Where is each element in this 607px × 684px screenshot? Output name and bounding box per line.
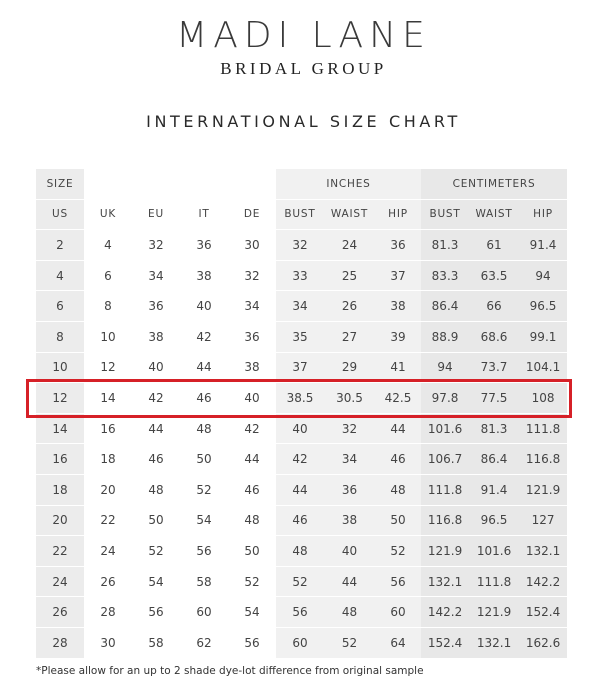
cell-eu: 52 xyxy=(132,536,180,567)
cell-waist-in: 32 xyxy=(324,414,375,445)
cell-us: 4 xyxy=(36,261,84,292)
cell-us: 12 xyxy=(36,383,84,414)
cell-hip-in: 64 xyxy=(375,628,421,659)
cell-uk: 18 xyxy=(84,444,132,475)
cell-eu: 32 xyxy=(132,230,180,261)
cell-waist-in: 26 xyxy=(324,291,375,322)
cell-waist-in: 24 xyxy=(324,230,375,261)
cell-hip-in: 44 xyxy=(375,414,421,445)
cell-hip-in: 50 xyxy=(375,506,421,537)
cell-us: 8 xyxy=(36,322,84,353)
cell-waist-cm: 63.5 xyxy=(469,261,519,292)
brand-logo-subtitle: BRIDAL GROUP xyxy=(220,59,387,78)
cell-eu: 46 xyxy=(132,444,180,475)
cell-uk: 8 xyxy=(84,291,132,322)
cell-de: 42 xyxy=(228,414,276,445)
cell-us: 26 xyxy=(36,597,84,628)
cell-hip-cm: 152.4 xyxy=(519,597,567,628)
cell-eu: 48 xyxy=(132,475,180,506)
table-row xyxy=(36,383,567,414)
cell-de: 52 xyxy=(228,567,276,598)
cell-waist-in: 48 xyxy=(324,597,375,628)
cell-bust-in: 46 xyxy=(276,506,324,537)
cell-us: 10 xyxy=(36,353,84,384)
cell-it: 52 xyxy=(180,475,228,506)
cell-eu: 56 xyxy=(132,597,180,628)
cell-eu: 58 xyxy=(132,628,180,659)
cell-waist-in: 25 xyxy=(324,261,375,292)
cell-hip-cm: 99.1 xyxy=(519,322,567,353)
footnote: *Please allow for an up to 2 shade dye-lot difference from original sample xyxy=(36,665,424,677)
cell-waist-cm: 91.4 xyxy=(469,475,519,506)
cell-waist-in: 44 xyxy=(324,567,375,598)
cell-bust-in: 60 xyxy=(276,628,324,659)
cell-eu: 38 xyxy=(132,322,180,353)
cell-hip-in: 38 xyxy=(375,291,421,322)
cell-eu: 54 xyxy=(132,567,180,598)
column-header-us: US xyxy=(36,200,84,231)
cell-hip-cm: 142.2 xyxy=(519,567,567,598)
cell-eu: 36 xyxy=(132,291,180,322)
size-group-header: SIZE xyxy=(36,169,84,200)
cell-bust-cm: 83.3 xyxy=(421,261,469,292)
table-row xyxy=(36,261,567,292)
cell-hip-cm: 121.9 xyxy=(519,475,567,506)
cell-bust-cm: 88.9 xyxy=(421,322,469,353)
cell-waist-cm: 61 xyxy=(469,230,519,261)
cell-hip-cm: 116.8 xyxy=(519,444,567,475)
column-header-hip-in: HIP xyxy=(375,200,421,231)
cell-bust-in: 56 xyxy=(276,597,324,628)
cell-uk: 26 xyxy=(84,567,132,598)
cell-waist-in: 52 xyxy=(324,628,375,659)
centimeters-group-header: CENTIMETERS xyxy=(421,169,567,200)
cell-uk: 16 xyxy=(84,414,132,445)
column-header-waist-in: WAIST xyxy=(324,200,375,231)
cell-hip-in: 36 xyxy=(375,230,421,261)
cell-hip-cm: 127 xyxy=(519,506,567,537)
cell-us: 6 xyxy=(36,291,84,322)
cell-waist-cm: 101.6 xyxy=(469,536,519,567)
cell-de: 40 xyxy=(228,383,276,414)
cell-bust-cm: 106.7 xyxy=(421,444,469,475)
cell-it: 40 xyxy=(180,291,228,322)
cell-bust-in: 32 xyxy=(276,230,324,261)
size-table xyxy=(36,169,567,659)
cell-de: 48 xyxy=(228,506,276,537)
cell-bust-cm: 142.2 xyxy=(421,597,469,628)
group-header-row xyxy=(36,169,567,200)
cell-uk: 12 xyxy=(84,353,132,384)
cell-us: 18 xyxy=(36,475,84,506)
cell-waist-cm: 73.7 xyxy=(469,353,519,384)
cell-de: 32 xyxy=(228,261,276,292)
table-row xyxy=(36,291,567,322)
column-header-de: DE xyxy=(228,200,276,231)
column-header-bust-cm: BUST xyxy=(421,200,469,231)
cell-it: 38 xyxy=(180,261,228,292)
cell-waist-cm: 132.1 xyxy=(469,628,519,659)
cell-bust-cm: 152.4 xyxy=(421,628,469,659)
cell-eu: 34 xyxy=(132,261,180,292)
cell-uk: 28 xyxy=(84,597,132,628)
cell-it: 54 xyxy=(180,506,228,537)
table-row xyxy=(36,444,567,475)
cell-eu: 44 xyxy=(132,414,180,445)
cell-waist-in: 40 xyxy=(324,536,375,567)
cell-uk: 10 xyxy=(84,322,132,353)
table-row xyxy=(36,536,567,567)
cell-hip-cm: 132.1 xyxy=(519,536,567,567)
cell-bust-in: 44 xyxy=(276,475,324,506)
cell-uk: 24 xyxy=(84,536,132,567)
table-row xyxy=(36,414,567,445)
cell-bust-cm: 132.1 xyxy=(421,567,469,598)
cell-waist-in: 30.5 xyxy=(324,383,375,414)
table-row xyxy=(36,322,567,353)
cell-bust-in: 35 xyxy=(276,322,324,353)
cell-waist-cm: 96.5 xyxy=(469,506,519,537)
cell-waist-cm: 86.4 xyxy=(469,444,519,475)
cell-us: 22 xyxy=(36,536,84,567)
cell-bust-in: 33 xyxy=(276,261,324,292)
cell-it: 56 xyxy=(180,536,228,567)
column-header-bust-in: BUST xyxy=(276,200,324,231)
cell-it: 50 xyxy=(180,444,228,475)
cell-us: 2 xyxy=(36,230,84,261)
cell-waist-cm: 121.9 xyxy=(469,597,519,628)
cell-de: 34 xyxy=(228,291,276,322)
cell-it: 46 xyxy=(180,383,228,414)
cell-it: 60 xyxy=(180,597,228,628)
column-header-row xyxy=(36,200,567,231)
table-row xyxy=(36,628,567,659)
cell-eu: 40 xyxy=(132,353,180,384)
column-header-waist-cm: WAIST xyxy=(469,200,519,231)
cell-bust-cm: 86.4 xyxy=(421,291,469,322)
cell-hip-cm: 94 xyxy=(519,261,567,292)
cell-uk: 6 xyxy=(84,261,132,292)
table-row xyxy=(36,475,567,506)
cell-bust-in: 38.5 xyxy=(276,383,324,414)
cell-hip-in: 48 xyxy=(375,475,421,506)
cell-eu: 50 xyxy=(132,506,180,537)
cell-bust-cm: 101.6 xyxy=(421,414,469,445)
cell-bust-cm: 116.8 xyxy=(421,506,469,537)
cell-hip-in: 56 xyxy=(375,567,421,598)
cell-uk: 4 xyxy=(84,230,132,261)
cell-us: 28 xyxy=(36,628,84,659)
cell-us: 14 xyxy=(36,414,84,445)
cell-uk: 20 xyxy=(84,475,132,506)
cell-bust-in: 34 xyxy=(276,291,324,322)
cell-hip-cm: 104.1 xyxy=(519,353,567,384)
cell-bust-in: 48 xyxy=(276,536,324,567)
cell-us: 24 xyxy=(36,567,84,598)
cell-hip-in: 37 xyxy=(375,261,421,292)
cell-hip-in: 39 xyxy=(375,322,421,353)
brand-logo-name: MADI LANE xyxy=(176,15,431,56)
cell-it: 58 xyxy=(180,567,228,598)
cell-de: 46 xyxy=(228,475,276,506)
cell-de: 56 xyxy=(228,628,276,659)
cell-it: 36 xyxy=(180,230,228,261)
cell-waist-in: 38 xyxy=(324,506,375,537)
column-header-uk: UK xyxy=(84,200,132,231)
cell-us: 20 xyxy=(36,506,84,537)
cell-bust-cm: 94 xyxy=(421,353,469,384)
column-header-eu: EU xyxy=(132,200,180,231)
cell-bust-cm: 121.9 xyxy=(421,536,469,567)
cell-hip-cm: 111.8 xyxy=(519,414,567,445)
cell-waist-cm: 66 xyxy=(469,291,519,322)
table-row xyxy=(36,506,567,537)
cell-hip-in: 46 xyxy=(375,444,421,475)
cell-waist-cm: 68.6 xyxy=(469,322,519,353)
cell-hip-cm: 96.5 xyxy=(519,291,567,322)
cell-hip-in: 60 xyxy=(375,597,421,628)
cell-waist-in: 29 xyxy=(324,353,375,384)
table-row xyxy=(36,230,567,261)
cell-de: 50 xyxy=(228,536,276,567)
cell-uk: 14 xyxy=(84,383,132,414)
cell-eu: 42 xyxy=(132,383,180,414)
cell-de: 38 xyxy=(228,353,276,384)
table-row xyxy=(36,353,567,384)
blank-group-header xyxy=(84,169,276,200)
table-row xyxy=(36,597,567,628)
cell-bust-cm: 81.3 xyxy=(421,230,469,261)
inches-group-header: INCHES xyxy=(276,169,421,200)
cell-bust-in: 37 xyxy=(276,353,324,384)
column-header-hip-cm: HIP xyxy=(519,200,567,231)
table-body xyxy=(36,230,567,658)
cell-it: 48 xyxy=(180,414,228,445)
cell-it: 42 xyxy=(180,322,228,353)
cell-uk: 30 xyxy=(84,628,132,659)
cell-bust-in: 42 xyxy=(276,444,324,475)
cell-de: 54 xyxy=(228,597,276,628)
cell-it: 44 xyxy=(180,353,228,384)
column-header-it: IT xyxy=(180,200,228,231)
cell-de: 30 xyxy=(228,230,276,261)
cell-bust-in: 40 xyxy=(276,414,324,445)
cell-hip-cm: 108 xyxy=(519,383,567,414)
cell-de: 44 xyxy=(228,444,276,475)
cell-hip-in: 41 xyxy=(375,353,421,384)
page-title: INTERNATIONAL SIZE CHART xyxy=(146,112,461,131)
table-row xyxy=(36,567,567,598)
cell-us: 16 xyxy=(36,444,84,475)
cell-uk: 22 xyxy=(84,506,132,537)
cell-hip-cm: 162.6 xyxy=(519,628,567,659)
cell-bust-cm: 111.8 xyxy=(421,475,469,506)
cell-it: 62 xyxy=(180,628,228,659)
cell-waist-in: 36 xyxy=(324,475,375,506)
cell-de: 36 xyxy=(228,322,276,353)
cell-waist-cm: 111.8 xyxy=(469,567,519,598)
cell-bust-in: 52 xyxy=(276,567,324,598)
cell-waist-in: 34 xyxy=(324,444,375,475)
cell-waist-in: 27 xyxy=(324,322,375,353)
cell-hip-in: 42.5 xyxy=(375,383,421,414)
cell-hip-cm: 91.4 xyxy=(519,230,567,261)
cell-bust-cm: 97.8 xyxy=(421,383,469,414)
cell-waist-cm: 77.5 xyxy=(469,383,519,414)
cell-waist-cm: 81.3 xyxy=(469,414,519,445)
cell-hip-in: 52 xyxy=(375,536,421,567)
